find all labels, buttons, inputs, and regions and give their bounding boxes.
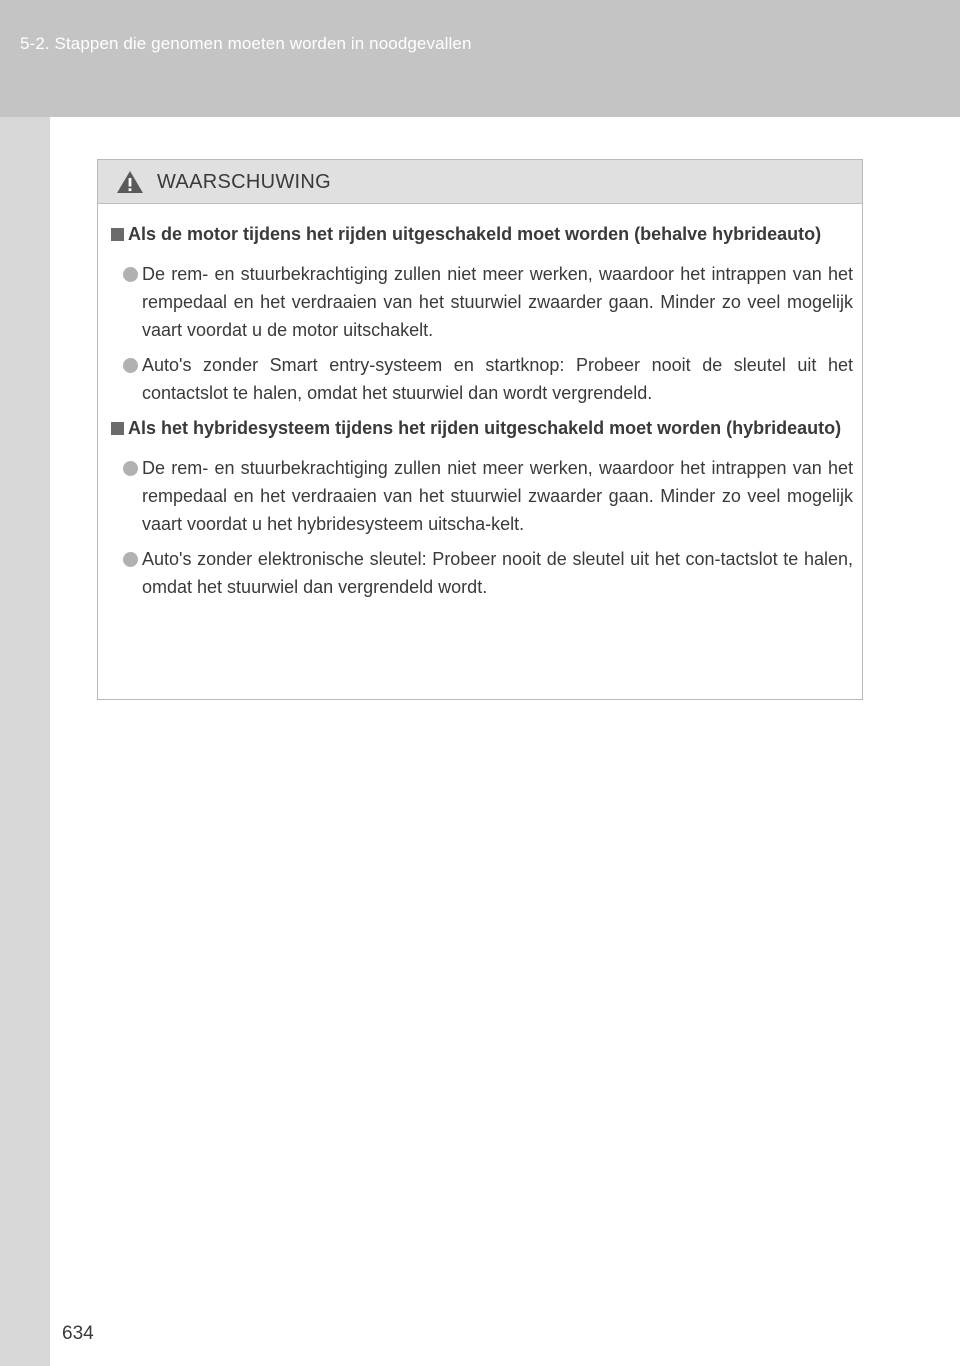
bullet-text: Auto's zonder elektronische sleutel: Probeer nooit de sleutel uit het con-tactslot te halen, omdat het stuurwiel dan vergrendeld wordt. [142,549,853,597]
warning-title: WAARSCHUWING [157,171,331,193]
section-heading-text: Als het hybridesysteem tijdens het rijden uitgeschakeld moet worden (hybrideauto) [128,418,842,438]
section-title: 5-2. Stappen die genomen moeten worden in noodgevallen [20,34,472,53]
section-heading-text: Als de motor tijdens het rijden uitgeschakeld moet worden (behalve hybrideauto) [128,224,822,244]
bullet-item [109,351,853,407]
warning-box [97,159,863,700]
circle-bullet-icon [123,461,138,476]
bullet-text: De rem- en stuurbekrachtiging zullen niet meer werken, waardoor het intrappen van het rempedaal en het verdraaien van het stuurwiel zwaarder gaan. Minder zo veel mogelijk vaart voordat u het hybridesysteem uitscha-kelt. [142,458,853,534]
square-bullet-icon [111,422,124,435]
section-heading [109,220,853,248]
bullet-item [109,454,853,538]
circle-bullet-icon [123,358,138,373]
page-number: 634 [62,1323,94,1344]
circle-bullet-icon [123,552,138,567]
circle-bullet-icon [123,267,138,282]
bullet-text: De rem- en stuurbekrachtiging zullen niet meer werken, waardoor het intrappen van het rempedaal en het verdraaien van het stuurwiel zwaarder gaan. Minder zo veel mogelijk vaart voordat u de motor uitschakelt. [142,264,853,340]
section-heading [109,414,853,442]
square-bullet-icon [111,228,124,241]
watermark: carmanualsonline.info [762,1336,952,1357]
bullet-item [109,260,853,344]
bullet-item [109,545,853,601]
warning-header [98,160,862,204]
bullet-text: Auto's zonder Smart entry-systeem en startknop: Probeer nooit de sleutel uit het contactslot te halen, omdat het stuurwiel dan wordt vergrendeld. [142,355,853,403]
header-band [0,0,960,117]
warning-triangle-icon [116,170,144,194]
warning-body [98,204,862,601]
